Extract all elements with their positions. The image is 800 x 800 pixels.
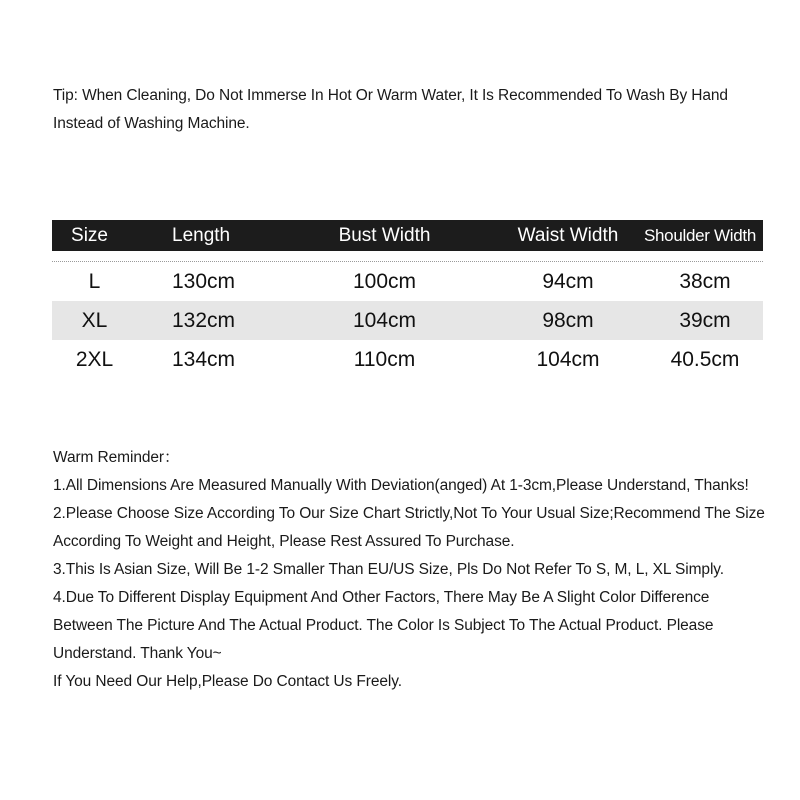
cell-shoulder-width: 39cm bbox=[679, 308, 731, 332]
cell-bust-width: 110cm bbox=[353, 347, 416, 371]
cell-length: 132cm bbox=[172, 308, 236, 332]
warm-reminder bbox=[53, 444, 773, 696]
reminder-item: 3.This Is Asian Size, Will Be 1-2 Smaller Than EU/US Size, Pls Do Not Refer To S, M, L, XL Simply. bbox=[53, 561, 725, 578]
contact-note: If You Need Our Help,Please Do Contact Us Freely. bbox=[53, 673, 402, 690]
header-length: Length bbox=[172, 224, 231, 246]
cell-length: 130cm bbox=[172, 269, 236, 293]
table-row bbox=[52, 301, 763, 340]
size-chart-header bbox=[52, 220, 763, 251]
cell-size: XL bbox=[81, 308, 108, 332]
size-chart-table bbox=[52, 220, 763, 379]
reminder-item: 1.All Dimensions Are Measured Manually With Deviation(anged) At 1-3cm,Please Understand, Thanks! bbox=[53, 477, 749, 494]
cell-waist-width: 104cm bbox=[536, 347, 600, 371]
cell-shoulder-width: 40.5cm bbox=[670, 347, 740, 371]
cell-size: 2XL bbox=[75, 347, 114, 371]
header-size: Size bbox=[71, 224, 108, 246]
table-row bbox=[52, 340, 763, 379]
cell-shoulder-width: 38cm bbox=[679, 269, 731, 293]
reminder-title: Warm Reminder： bbox=[53, 449, 180, 466]
header-waist-width: Waist Width bbox=[517, 224, 619, 246]
table-row bbox=[52, 262, 763, 301]
cell-bust-width: 100cm bbox=[352, 269, 417, 293]
cell-size: L bbox=[88, 269, 101, 293]
reminder-item: 4.Due To Different Display Equipment And Other Factors, There May Be A Slight Color Difference Between The Picture And The Actual Product. The Color Is Subject To The Actual Product. Please Understand. Thank You~ bbox=[53, 589, 714, 662]
cell-waist-width: 94cm bbox=[542, 269, 594, 293]
cell-bust-width: 104cm bbox=[352, 308, 417, 332]
header-bust-width: Bust Width bbox=[338, 224, 431, 246]
cell-length: 134cm bbox=[172, 347, 236, 371]
reminder-item: 2.Please Choose Size According To Our Size Chart Strictly,Not To Your Usual Size;Recommend The Size According To Weight and Height, Please Rest Assured To Purchase. bbox=[53, 505, 765, 550]
cell-waist-width: 98cm bbox=[542, 308, 594, 332]
care-tip: Tip: When Cleaning, Do Not Immerse In Hot Or Warm Water, It Is Recommended To Wash By Hand Instead of Washing Machine. bbox=[53, 87, 728, 132]
header-shoulder-width: Shoulder Width bbox=[643, 225, 757, 245]
